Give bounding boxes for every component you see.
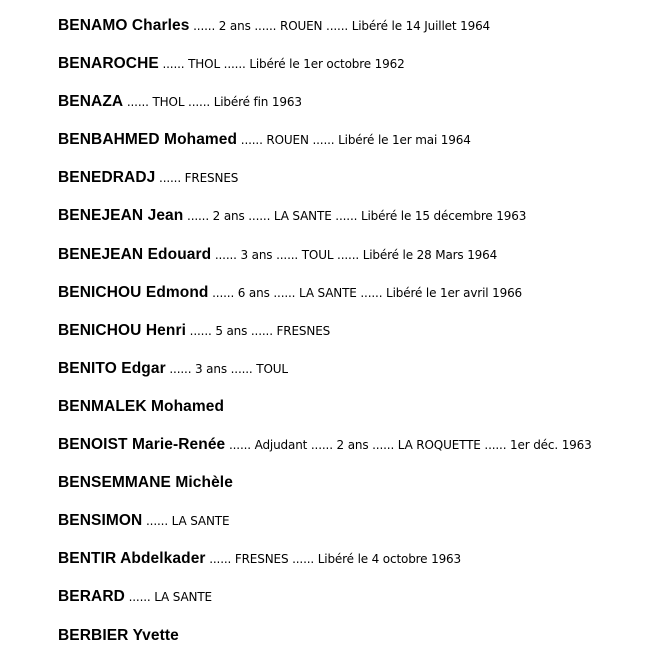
entry-name: BERARD [58, 588, 125, 606]
list-item [58, 471, 658, 509]
entry-details: ...... FRESNES ...... Libéré le 4 octobre 1963 [205, 552, 462, 567]
list-item [58, 319, 658, 357]
entry-name: BENAMO Charles [58, 17, 190, 34]
entry-details: ...... 6 ans ...... LA SANTE ...... Libéré le 1er avril 1966 [208, 285, 523, 300]
entry-details: ...... LA SANTE [124, 590, 212, 605]
entry-name: BENAZA [58, 93, 124, 111]
list-item [58, 509, 658, 547]
entry-details: ...... 3 ans ...... TOUL [165, 361, 288, 376]
entry-details: ...... 2 ans ...... LA SANTE ...... Libéré le 15 décembre 1963 [183, 209, 527, 224]
entry-name: BENBAHMED Mohamed [58, 131, 238, 149]
entry-name: BENOIST Marie-Renée [58, 436, 226, 454]
list-item [58, 204, 658, 242]
entry-details: ...... 5 ans ...... FRESNES [186, 323, 331, 338]
entry-name: BENEJEAN Edouard [58, 245, 212, 263]
prisoner-list [58, 14, 658, 662]
entry-name: BENTIR Abdelkader [58, 550, 206, 568]
list-item [58, 547, 658, 585]
list-item [58, 624, 658, 662]
entry-details: ...... ROUEN ...... Libéré le 1er mai 1964 [237, 133, 471, 148]
list-item [58, 128, 658, 166]
list-item [58, 52, 658, 90]
entry-name: BENSIMON [58, 512, 143, 530]
list-item [58, 166, 658, 204]
list-item [58, 14, 658, 52]
list-item [58, 395, 658, 433]
entry-name: BENITO Edgar [58, 359, 166, 377]
entry-name: BENEDRADJ [58, 169, 156, 187]
list-item [58, 357, 658, 395]
entry-details: ...... 2 ans ...... ROUEN ...... Libéré le 14 Juillet 1964 [189, 19, 491, 33]
list-item [58, 281, 658, 319]
entry-name: BENAROCHE [58, 55, 159, 73]
entry-name: BENEJEAN Jean [58, 207, 184, 225]
entry-details: ...... FRESNES [155, 171, 239, 186]
list-item [58, 243, 658, 281]
entry-name: BENSEMMANE Michèle [58, 474, 233, 492]
list-item [58, 433, 658, 471]
entry-name: BENICHOU Edmond [58, 283, 209, 301]
entry-details: ...... THOL ...... Libéré le 1er octobre 1962 [158, 57, 405, 72]
entry-name: BERBIER Yvette [58, 626, 179, 644]
entry-name: BENMALEK Mohamed [58, 397, 225, 415]
entry-name: BENICHOU Henri [58, 321, 186, 339]
entry-details: ...... 3 ans ...... TOUL ...... Libéré le 28 Mars 1964 [211, 247, 498, 262]
list-item [58, 585, 658, 623]
list-item [58, 90, 658, 128]
entry-details: ...... Adjudant ...... 2 ans ...... LA ROQUETTE ...... 1er déc. 1963 [225, 438, 592, 453]
entry-details: ...... THOL ...... Libéré fin 1963 [123, 95, 302, 110]
entry-details: ...... LA SANTE [142, 514, 230, 529]
